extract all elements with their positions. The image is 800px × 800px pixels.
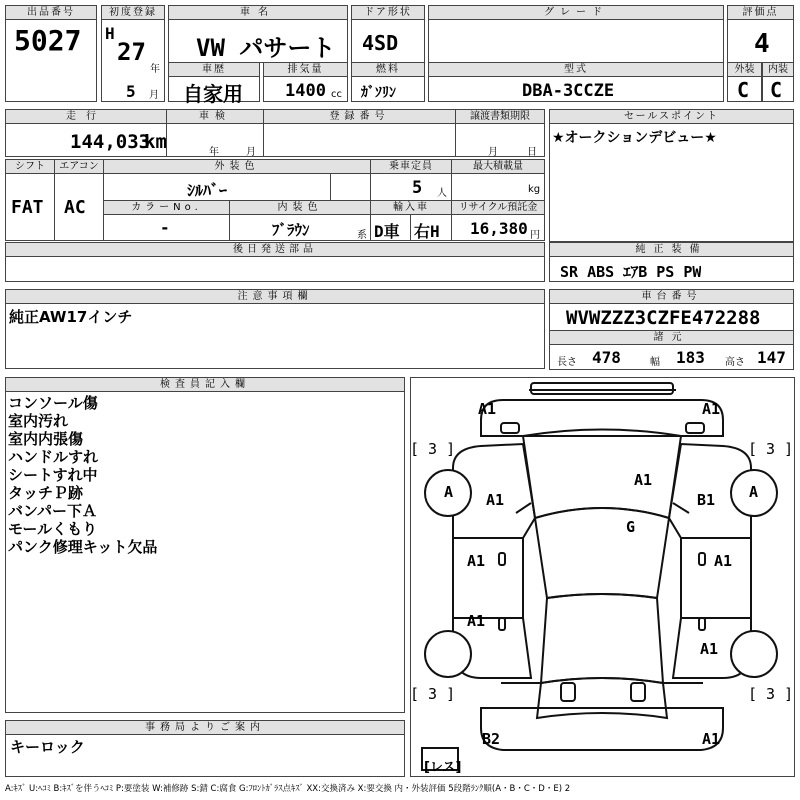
capacity-unit: 人 bbox=[437, 188, 447, 199]
first-reg-month-unit: 月 bbox=[149, 90, 159, 101]
wheel-fr-mark: A bbox=[749, 483, 759, 501]
inspector-line: シートすれ中 bbox=[8, 466, 98, 484]
capacity-value: 5 bbox=[412, 178, 423, 198]
wheel-rear-right bbox=[730, 630, 778, 678]
displacement-header: 排気量 bbox=[263, 62, 348, 77]
inspector-line: 室内汚れ bbox=[8, 412, 69, 430]
transfer-month-unit: 月 bbox=[488, 147, 498, 158]
office-value: キーロック bbox=[10, 738, 85, 756]
interior-color-value: ﾌﾞﾗｳﾝ bbox=[272, 221, 310, 239]
wheel-fl-mark: A bbox=[444, 483, 454, 501]
inspector-line: ハンドルすれ bbox=[8, 448, 99, 466]
import-header: 輸入車 bbox=[370, 200, 452, 215]
inspector-line: パンク修理キット欠品 bbox=[8, 538, 158, 556]
door-fr-mark: A1 bbox=[714, 552, 733, 570]
damage-diagram bbox=[410, 377, 795, 777]
first-reg-header: 初度登録 bbox=[101, 5, 165, 20]
max-load-unit: kg bbox=[528, 184, 541, 195]
history-value: 自家用 bbox=[183, 82, 243, 106]
tire-mark-front-left: [ 3 ] bbox=[410, 440, 456, 458]
genuine-equipment-header: 純正装備 bbox=[549, 242, 794, 257]
inspection-month-unit: 月 bbox=[246, 147, 256, 158]
aircon-header: エアコン bbox=[54, 159, 104, 174]
legend-text: A:ｷｽﾞ U:ﾍｺﾐ B:ｷｽﾞを伴うﾍｺﾐ P:要塗装 W:補修跡 S:錆 C:腐食 G:ﾌﾛﾝﾄｶﾞﾗｽ点ｷｽﾞ XX:交換済み X:要交換 内・外装評価 5段階ﾗﾝｸ順(A・B・C・D・E) 2 bbox=[5, 784, 571, 794]
first-reg-era: H bbox=[105, 24, 115, 43]
transfer-day-unit: 日 bbox=[527, 147, 537, 158]
spare-tire-mark: [レス] bbox=[424, 760, 462, 775]
lot-no-header: 出品番号 bbox=[5, 5, 97, 20]
import-value: D車 bbox=[374, 222, 400, 241]
car-name-header: 車名 bbox=[168, 5, 348, 20]
door-fl-mark: A1 bbox=[467, 552, 486, 570]
inspector-line: 室内内張傷 bbox=[8, 430, 84, 448]
exterior-value: C bbox=[737, 78, 750, 102]
hood-mark: A1 bbox=[634, 471, 653, 489]
first-reg-year: 27 bbox=[117, 38, 146, 66]
model-value: DBA-3CCZE bbox=[522, 81, 615, 101]
import-divider bbox=[410, 214, 411, 241]
tire-mark-rear-left: [ 3 ] bbox=[410, 685, 456, 703]
later-parts-header: 後日発送部品 bbox=[5, 242, 545, 257]
front-left-mark: A1 bbox=[478, 400, 497, 418]
chassis-header: 車台番号 bbox=[549, 289, 794, 304]
interior-color-header: 内装色 bbox=[229, 200, 371, 215]
specs-header: 諸元 bbox=[549, 330, 794, 345]
specs-height-label: 高さ bbox=[725, 357, 745, 368]
inspection-header: 車検 bbox=[166, 109, 264, 124]
door-rl-mark: A1 bbox=[467, 612, 486, 630]
office-header: 事務局よりご案内 bbox=[5, 720, 405, 735]
sales-point-header: セールスポイント bbox=[549, 109, 794, 124]
exterior-color-divider bbox=[330, 173, 331, 201]
first-reg-year-unit: 年 bbox=[150, 64, 160, 75]
grade-header: グレード bbox=[428, 5, 724, 20]
notes-header: 注意事項欄 bbox=[5, 289, 545, 304]
recycle-header: リサイクル預託金 bbox=[451, 200, 545, 215]
specs-height-value: 147 bbox=[757, 348, 786, 367]
transfer-deadline-header: 譲渡書類期限 bbox=[455, 109, 545, 124]
max-load-header: 最大積載量 bbox=[451, 159, 545, 174]
quarter-rr-mark: A1 bbox=[700, 640, 719, 658]
lot-no-value: 5027 bbox=[14, 24, 82, 57]
wheel-rear-left bbox=[424, 630, 472, 678]
aircon-value: AC bbox=[64, 197, 86, 218]
windshield-mark: G bbox=[626, 518, 636, 536]
tire-mark-rear-right: [ 3 ] bbox=[748, 685, 794, 703]
exterior-color-header: 外装色 bbox=[103, 159, 371, 174]
mileage-header: 走行 bbox=[5, 109, 167, 124]
rear-right-mark: A1 bbox=[702, 730, 721, 748]
score-value: 4 bbox=[754, 29, 770, 59]
fuel-header: 燃料 bbox=[351, 62, 425, 77]
inspector-line: タッチＰ跡 bbox=[8, 484, 84, 502]
genuine-equipment-value: SR ABS ｴｱB PS PW bbox=[560, 263, 702, 281]
inspector-header: 検査員記入欄 bbox=[5, 377, 405, 392]
tire-mark-front-right: [ 3 ] bbox=[748, 440, 794, 458]
door-header: ドア形状 bbox=[351, 5, 425, 20]
sales-point-value: ★オークションデビュー★ bbox=[552, 130, 717, 146]
grade-cell bbox=[428, 19, 724, 63]
later-parts-cell bbox=[5, 256, 545, 282]
inspector-line: コンソール傷 bbox=[8, 394, 98, 412]
shift-header: シフト bbox=[5, 159, 55, 174]
score-header: 評価点 bbox=[727, 5, 794, 20]
front-right-mark: A1 bbox=[702, 400, 721, 418]
inspector-line: バンパー下Ａ bbox=[8, 502, 97, 520]
specs-width-value: 183 bbox=[676, 348, 705, 367]
color-no-value: - bbox=[160, 218, 170, 237]
notes-value: 純正AW17インチ bbox=[9, 308, 133, 326]
car-outline-diagram bbox=[411, 378, 794, 776]
recycle-unit: 円 bbox=[530, 230, 540, 241]
fuel-value: ｶﾞｿﾘﾝ bbox=[361, 85, 396, 101]
interior-color-unit: 系 bbox=[357, 230, 367, 241]
rear-left-mark: B2 bbox=[482, 730, 501, 748]
specs-length-value: 478 bbox=[592, 348, 621, 367]
model-header: 型式 bbox=[428, 62, 724, 77]
fender-fl-mark: A1 bbox=[486, 491, 505, 509]
inspector-line: モールくもり bbox=[8, 520, 98, 538]
car-name-value: VW パサート bbox=[196, 34, 336, 62]
displacement-value: 1400 bbox=[285, 81, 326, 101]
color-no-header: カラーNo. bbox=[103, 200, 230, 215]
fender-fr-mark: B1 bbox=[697, 491, 716, 509]
exterior-color-value: ｼﾙﾊﾞｰ bbox=[187, 181, 228, 200]
capacity-header: 乗車定員 bbox=[370, 159, 452, 174]
registration-no-header: 登録番号 bbox=[263, 109, 456, 124]
recycle-value: 16,380 bbox=[470, 219, 528, 238]
registration-no-cell bbox=[263, 123, 456, 157]
mileage-unit: km bbox=[144, 131, 167, 153]
import-steering: 右H bbox=[414, 222, 440, 241]
door-value: 4SD bbox=[362, 31, 399, 55]
history-header: 車歴 bbox=[168, 62, 260, 77]
chassis-value: WVWZZZ3CZFE472288 bbox=[566, 307, 761, 329]
specs-length-label: 長さ bbox=[557, 357, 577, 368]
specs-width-label: 幅 bbox=[650, 357, 660, 368]
interior-value: C bbox=[770, 78, 783, 102]
inspection-year-unit: 年 bbox=[209, 147, 219, 158]
mileage-value: 144,033 bbox=[70, 131, 151, 153]
displacement-unit: cc bbox=[331, 89, 342, 100]
exterior-header: 外装 bbox=[727, 62, 762, 77]
first-reg-month: 5 bbox=[126, 82, 136, 101]
interior-header: 内装 bbox=[762, 62, 794, 77]
shift-value: FAT bbox=[11, 197, 44, 218]
